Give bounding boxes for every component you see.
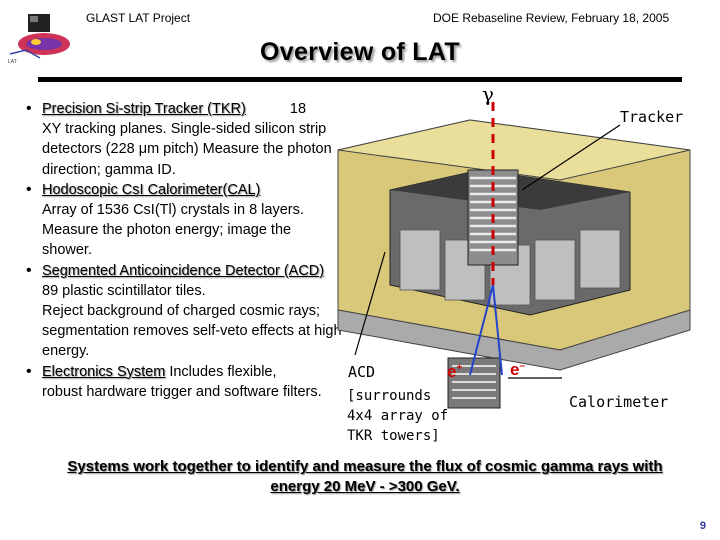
bullet-text: Array of 1536 CsI(Tl) crystals in 8 layers. Measure the photon energy; image the shower. xyxy=(42,202,304,259)
bullet-text: Reject background of charged cosmic rays; segmentation removes self-veto effects at high energy. xyxy=(42,303,342,360)
acd-note xyxy=(347,386,448,446)
bullet-tracker: • Precision Si-strip Tracker (TKR) 18 XY tracking planes. Single-sided silicon strip detectors (228 μm pitch) Measure the photon direction; gamma ID. xyxy=(26,100,332,178)
bullet-text: XY tracking planes. Single-sided silicon strip detectors (228 μm pitch) Measure the photon direction; gamma ID. xyxy=(42,121,332,178)
project-name: GLAST LAT Project xyxy=(86,11,191,25)
bullet-heading: Hodoscopic CsI Calorimeter(CAL) xyxy=(42,181,261,198)
page-number: 9 xyxy=(699,520,706,532)
bullet-heading: Segmented Anticoincidence Detector (ACD) xyxy=(42,262,325,279)
bullet-list xyxy=(24,99,344,402)
tracker-label: Tracker xyxy=(620,108,684,126)
bullet-text-first: Includes flexible, xyxy=(169,363,277,380)
bullet-text: robust hardware trigger and software filters. xyxy=(42,383,322,400)
electron-label: e– xyxy=(510,360,526,379)
bullet-text-first: 89 plastic scintillator tiles. xyxy=(42,282,206,299)
svg-text:LAT: LAT xyxy=(8,59,17,65)
gamma-label: γ xyxy=(482,82,494,106)
calorimeter-label: Calorimeter xyxy=(569,393,669,411)
acd-note-line: 4x4 array of xyxy=(347,408,449,424)
positron-label: e+ xyxy=(447,362,463,381)
page-title: Overview of LAT xyxy=(260,38,460,66)
acd-label: ACD xyxy=(348,363,376,381)
review-name: DOE Rebaseline Review, February 18, 2005 xyxy=(433,11,670,25)
acd-note-line: [surrounds xyxy=(347,388,432,404)
bullet-acd: • Segmented Anticoincidence Detector (ACD) 89 plastic scintillator tiles. Reject background of charged cosmic rays; segmentation removes self-veto effects at high energy. xyxy=(26,261,342,360)
bullet-electronics: • Electronics System Includes flexible, robust hardware trigger and software filters. xyxy=(26,362,322,400)
acd-note-line: TKR towers] xyxy=(347,428,440,444)
bullet-calorimeter: • Hodoscopic CsI Calorimeter(CAL) Array of 1536 CsI(Tl) crystals in 8 layers. Measure the photon energy; image the shower. xyxy=(26,180,304,259)
bullet-heading: Precision Si-strip Tracker (TKR) xyxy=(42,101,246,117)
bullet-heading: Electronics System xyxy=(42,363,166,380)
summary-note: Systems work together to identify and measure the flux of cosmic gamma rays with energy 20 MeV - >300 GeV. xyxy=(67,458,663,495)
bullet-text-first: 18 xyxy=(289,101,307,117)
